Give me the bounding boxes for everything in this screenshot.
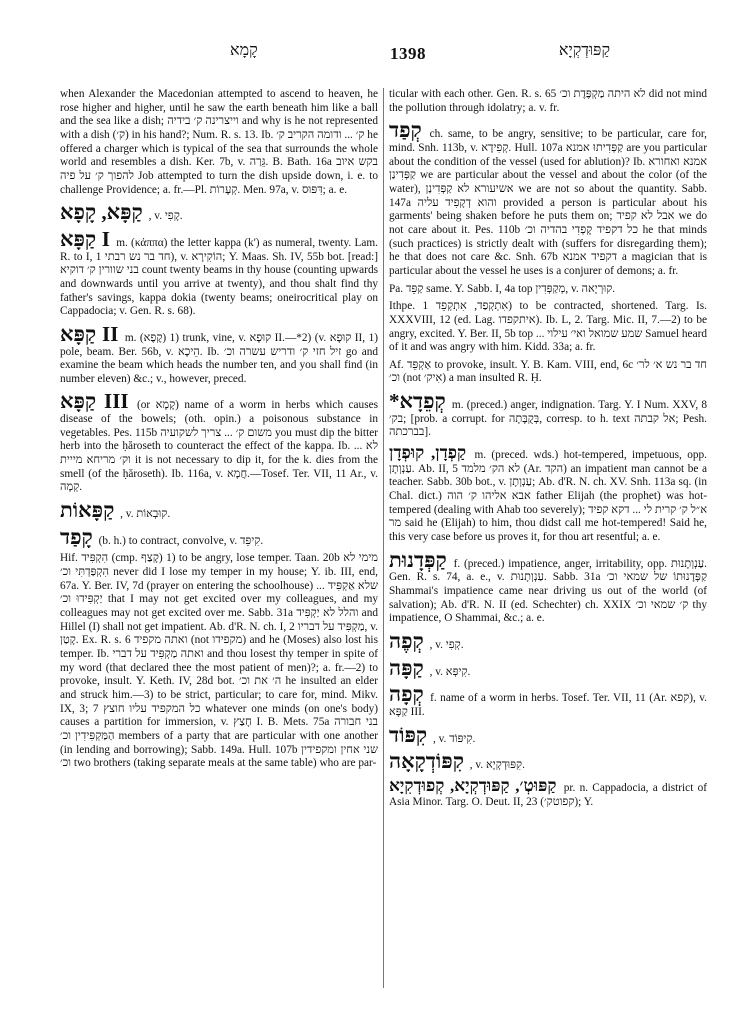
entry-headword: קַפְּדָנוּת bbox=[389, 547, 447, 572]
entry-text: , v. קִפּוּדְקְיָא. bbox=[469, 759, 525, 772]
entry-text: (or קָמָא) name of a worm in herbs which causes disease of the bowels; (oth. opin.) a poisonous substance in vegetables. Pes. 115b משום ק׳ ... צריך לשקועיה you must dip the bitter herb into the ḥăroseth to counteract the effect of the kappa. Ib. לא ... וק׳ מריחא מייית it is not necessary to dip it, for the k. dies from the smell (of the ḥăroseth). Ib. 116a, v. חֲמָא.—Tosef. Ter. VII, 11 Ar., v. קְמָה. bbox=[60, 399, 378, 494]
entry-headword: קַפָּא, קָפָא bbox=[60, 200, 143, 225]
entry-text: m. (קֶפֶא) 1) trunk, vine, v. קוּפָא II.—*2) (v. קוּפָא II, 1) pole, beam. Ber. 56b, v. הֵיכָא. Ib. זיל חזי ק׳ ודריש עשרה וכ׳ go and examine the beam which heads the number ten, and you shall find (in number eleven) &c.; v., however, preced. bbox=[60, 331, 378, 385]
entry-text: Af. אַקְפֵּד to provoke, insult. Y. B. Kam. VIII, end, 6c חד בר נש א׳ לר׳ וכ׳ (not אִיק׳) a man insulted R. Ḥ. bbox=[389, 358, 707, 385]
entry-text: pr. n. Cappadocia, a district of Asia Minor. Targ. O. Deut. II, 23 (קפוטק׳); Y. bbox=[389, 781, 707, 808]
entry-text: f. (preced.) impatience, anger, irritability, opp. עַנְוְתָנוּת. Gen. R. s. 74, a. e., v. עַנְוְתָנוּת. Sabb. 31a קַפְּדָנוּתוֹ של שמאי וכ׳ Shammai's impatience came near driving us out of the world (of salvation); Ab. d'R. N. II (ed. Schechter) ch. XXIX ק׳ שמאי וכ׳ thy impatience, O Shammai, &c.; a. e. bbox=[389, 557, 707, 625]
dictionary-entry bbox=[389, 777, 707, 809]
entry-text: , v. קָפִי. bbox=[148, 210, 183, 223]
dictionary-entry bbox=[389, 300, 707, 355]
dictionary-entry bbox=[389, 683, 707, 719]
page-number: 1398 bbox=[390, 44, 426, 63]
entry-text: m. (preced. wds.) hot-tempered, impetuous, opp. עַנְוְתָן. Ab. II, 5 לא הק׳ מלמד (Ar. הקד) an impatient man cannot be a teacher. Sabb. 30b bot., v. עַנְוְתָן; Ab. d'R. N. ch. XV. Snh. 113a sq. (in Chal. dict.) אבא אליהו ק׳ הוה father Elijah (the prophet) was hot-tempered (dealing with Ahab too severely); א״ל ק׳ קרית לי ... דקא קפיד מר said he (Elijah) to him, thou didst call me hot-tempered! Said he, this very case before us proves it, for thou art resentful; a. e. bbox=[389, 449, 707, 544]
left-column bbox=[60, 88, 378, 988]
dictionary-entry bbox=[389, 444, 707, 545]
entry-text: f. name of a worm in herbs. Tosef. Ter. VII, 11 (Ar. קפא), v. קַפָּא III. bbox=[389, 692, 707, 718]
entry-headword: קַפָּא II bbox=[60, 321, 119, 346]
running-head-left-word: קָמָא bbox=[230, 42, 258, 59]
dictionary-entry bbox=[60, 552, 378, 771]
dictionary-entry bbox=[389, 359, 707, 386]
entry-text: (b. h.) to contract, convolve, v. קִיפֵּד. bbox=[98, 534, 264, 547]
entry-headword: קָפַד bbox=[60, 524, 93, 549]
dictionary-entry bbox=[389, 88, 707, 115]
entry-headword: קַפָּא I bbox=[60, 226, 110, 251]
entry-text: Pa. קַפֵּד same. Y. Sabb. I, 4a top מְקַפְּדִין, v. קוּרְיָאה. bbox=[389, 282, 616, 295]
entry-text: Hif. הִקְפִּיד (cmp. קָצַף) 1) to be angry, lose temper. Taan. 20b מימי לא הִקְפַּדְתִּי וכ׳ never did I lose my temper in my house; Y. ib. III, end, 67a. Y. Ber. IV, 7d (prayer on entering the schoolhouse) שלא אַקְפִּיד ... יַקְפִּידוּ וכ׳ that I may not get excited over my colleagues, and my colleagues may not get excited over me. Sabb. 31a והלל לא יַקְפִּיד and Hillel (I) shall not get impatient. Ab. d'R. N. ch. I, 2 מַקְפִּיד על דבריו, v. קָטַן. Ex. R. s. 6 ואתה מקפיד (not מקפידו) and he (Moses) also lost his temper. Ib. ואתה מַקְפִּיד על דברי and thou losest thy temper in spite of my word (that declared thee the most patient of men)?; a. fr.—2) to provoke, insult. Y. Keth. IV, 28d bot. ה׳ את וכ׳ he insulted an elder and struck him.—3) to be strict, particular; to care for, mind. Mikv. IX, 3; 7 כל המקפיד עליו חוצץ whatever one minds (on one's body) causes a partition for immersion, v. חָצַץ I. B. Mets. 75a בני חבורה הַמַּקְפִּידִין וכ׳ members of a party that are particular with one another (in lending and borrowing); Sabb. 149a. Hull. 107b שני אחין ומקפידין וכ׳ two brothers (taking separate meals at the same table) who are par- bbox=[60, 552, 378, 770]
running-head-right-word: קַפּוּדְקְיָא bbox=[558, 42, 610, 59]
dictionary-entry bbox=[60, 390, 378, 495]
dictionary-entry bbox=[60, 88, 378, 197]
dictionary-entry bbox=[389, 390, 707, 440]
dictionary-entry bbox=[389, 549, 707, 626]
dictionary-entry bbox=[60, 201, 378, 224]
entry-headword: קַפָּא III bbox=[60, 389, 129, 414]
entry-text: , v. קְפִי. bbox=[429, 638, 464, 651]
entry-text: , v. קִיפּוֹד. bbox=[432, 732, 476, 745]
right-column bbox=[389, 88, 707, 988]
dictionary-entry bbox=[60, 526, 378, 549]
entry-headword: *קְפֵדָא bbox=[389, 389, 446, 414]
entry-headword: קִפּוֹד bbox=[389, 722, 428, 747]
column-divider bbox=[383, 88, 384, 988]
entry-text: m. (preced.) anger, indignation. Targ. Y. I Num. XXV, 8 בק׳; [prob. a corrupt. for בְּקֻבָּתָה, corresp. to h. text אל קבתה; Pesh. בברכתה]. bbox=[389, 399, 707, 439]
entry-text: m. (κάππα) the letter kappa (k') as numeral, twenty. Lam. R. to I, 1 חד בר נש רבתי), v. הוֹקִירָא; Y. Maas. Sh. IV, 55b bot. [read:] בני שוורין ק׳ דוקיא count twenty beams in thy house (counting upwards and downwards until you arrive at twenty), and thou shalt find thy father's savings, kappa dokia (twenty beams; oneirocritical play on Cappadocia; v. Gen. R. s. 68). bbox=[60, 236, 378, 318]
entry-text: ticular with each other. Gen. R. s. 65 לא היתה מַקְפֶּדֶת וכ׳ did not mind the pollution through idolatry; a. v. fr. bbox=[389, 88, 707, 114]
dictionary-entry bbox=[389, 750, 707, 773]
entry-headword: קִפּוֹדְקָאָה bbox=[389, 749, 464, 774]
entry-text: ch. same, to be angry, sensitive; to be particular, care for, mind. Snh. 113b, v. קְפִידָא. Hull. 107a קַפְּדִיתוּ אמנא are you particular about the condition of the vessel (used for ablution)? Ib. אמנא ואחורא קַפְּדִינַן we are particular about the vessel and about the color (of the water), אשיעורא לא קַפְּדִינַן we are not so about the quantity. Sabb. 147a והוא דְקָפִיד עליה provided a person is particular about his garments' being shaken before he puts them on; אבל לא קפיד we do not care about it. Pes. 110b כל דקפיד קָפְדִי בהדיה וכ׳ he that minds (such practices) is strictly dealt with (suffers for disregarding them); he that does not care &c. Snh. 67b דקפיד אמנא a magician that is particular about the vessel he uses is a conjurer of demons; a. fr. bbox=[389, 128, 707, 277]
entry-text: , v. קוּבְאוֹת. bbox=[120, 508, 171, 521]
running-head bbox=[60, 40, 710, 66]
dictionary-entry bbox=[389, 630, 707, 653]
dictionary-entry bbox=[389, 119, 707, 278]
entry-text: when Alexander the Macedonian attempted to ascend to heaven, he rose higher and higher, until he saw the earth beneath him like a ball and the sea like a dish; וייצרינה ק׳ בידיה and why is he not represented with a dish (ק׳) in his hand?; Num. R. s. 13. Ib. ק׳ ... ודומה הקריב ק׳ he offered a charger which is typical of the sea that surrounds the whole world and resembles a dish. Ker. 7b, v. גֵּרַה. B. Bath. 16a בקש איוב להפוך ק׳ על פיה Job attempted to turn the dish upside down, i. e. to challenge Providence; a. fr.—Pl. קְעָרוֹת. Men. 97a, v. דִּפּוּס; a. e. bbox=[60, 88, 378, 196]
entry-headword: קְפָה bbox=[389, 682, 424, 707]
dictionary-entry bbox=[60, 499, 378, 522]
dictionary-entry bbox=[60, 323, 378, 387]
dictionary-entry bbox=[389, 724, 707, 747]
entry-headword: קַפָּאוֹת bbox=[60, 498, 115, 523]
entry-text: Ithpe. אִתְקְפַד, אִתְקְפֵד 1) to be contracted, shortened. Targ. Is. XXXVIII, 12 (ed. Lag. איתקפדו). Ib. L, 2. Targ. Mic. II, 7.—2) to be angry, excited. Y. Ber. II, 5b top ... שמע שמואל ואי׳ עילוי Samuel heard of it and was angry with him. Kidd. 33a; a. fr. bbox=[389, 300, 707, 354]
entry-headword: קְפַד bbox=[389, 118, 422, 143]
entry-headword: קְפֶה bbox=[389, 628, 424, 653]
entry-headword: קַפָּה bbox=[389, 655, 424, 680]
dictionary-entry bbox=[389, 283, 707, 297]
dictionary-entry bbox=[60, 228, 378, 319]
entry-headword: קַפּוּטְ׳, קַפּוּדְקְיָא, קְפוּדְקִיָא bbox=[389, 775, 557, 795]
dictionary-entry bbox=[389, 657, 707, 680]
entry-headword: קַפְדָן, קוּפְדָן bbox=[389, 443, 467, 463]
entry-text: , v. קִיפְּא. bbox=[429, 665, 471, 678]
